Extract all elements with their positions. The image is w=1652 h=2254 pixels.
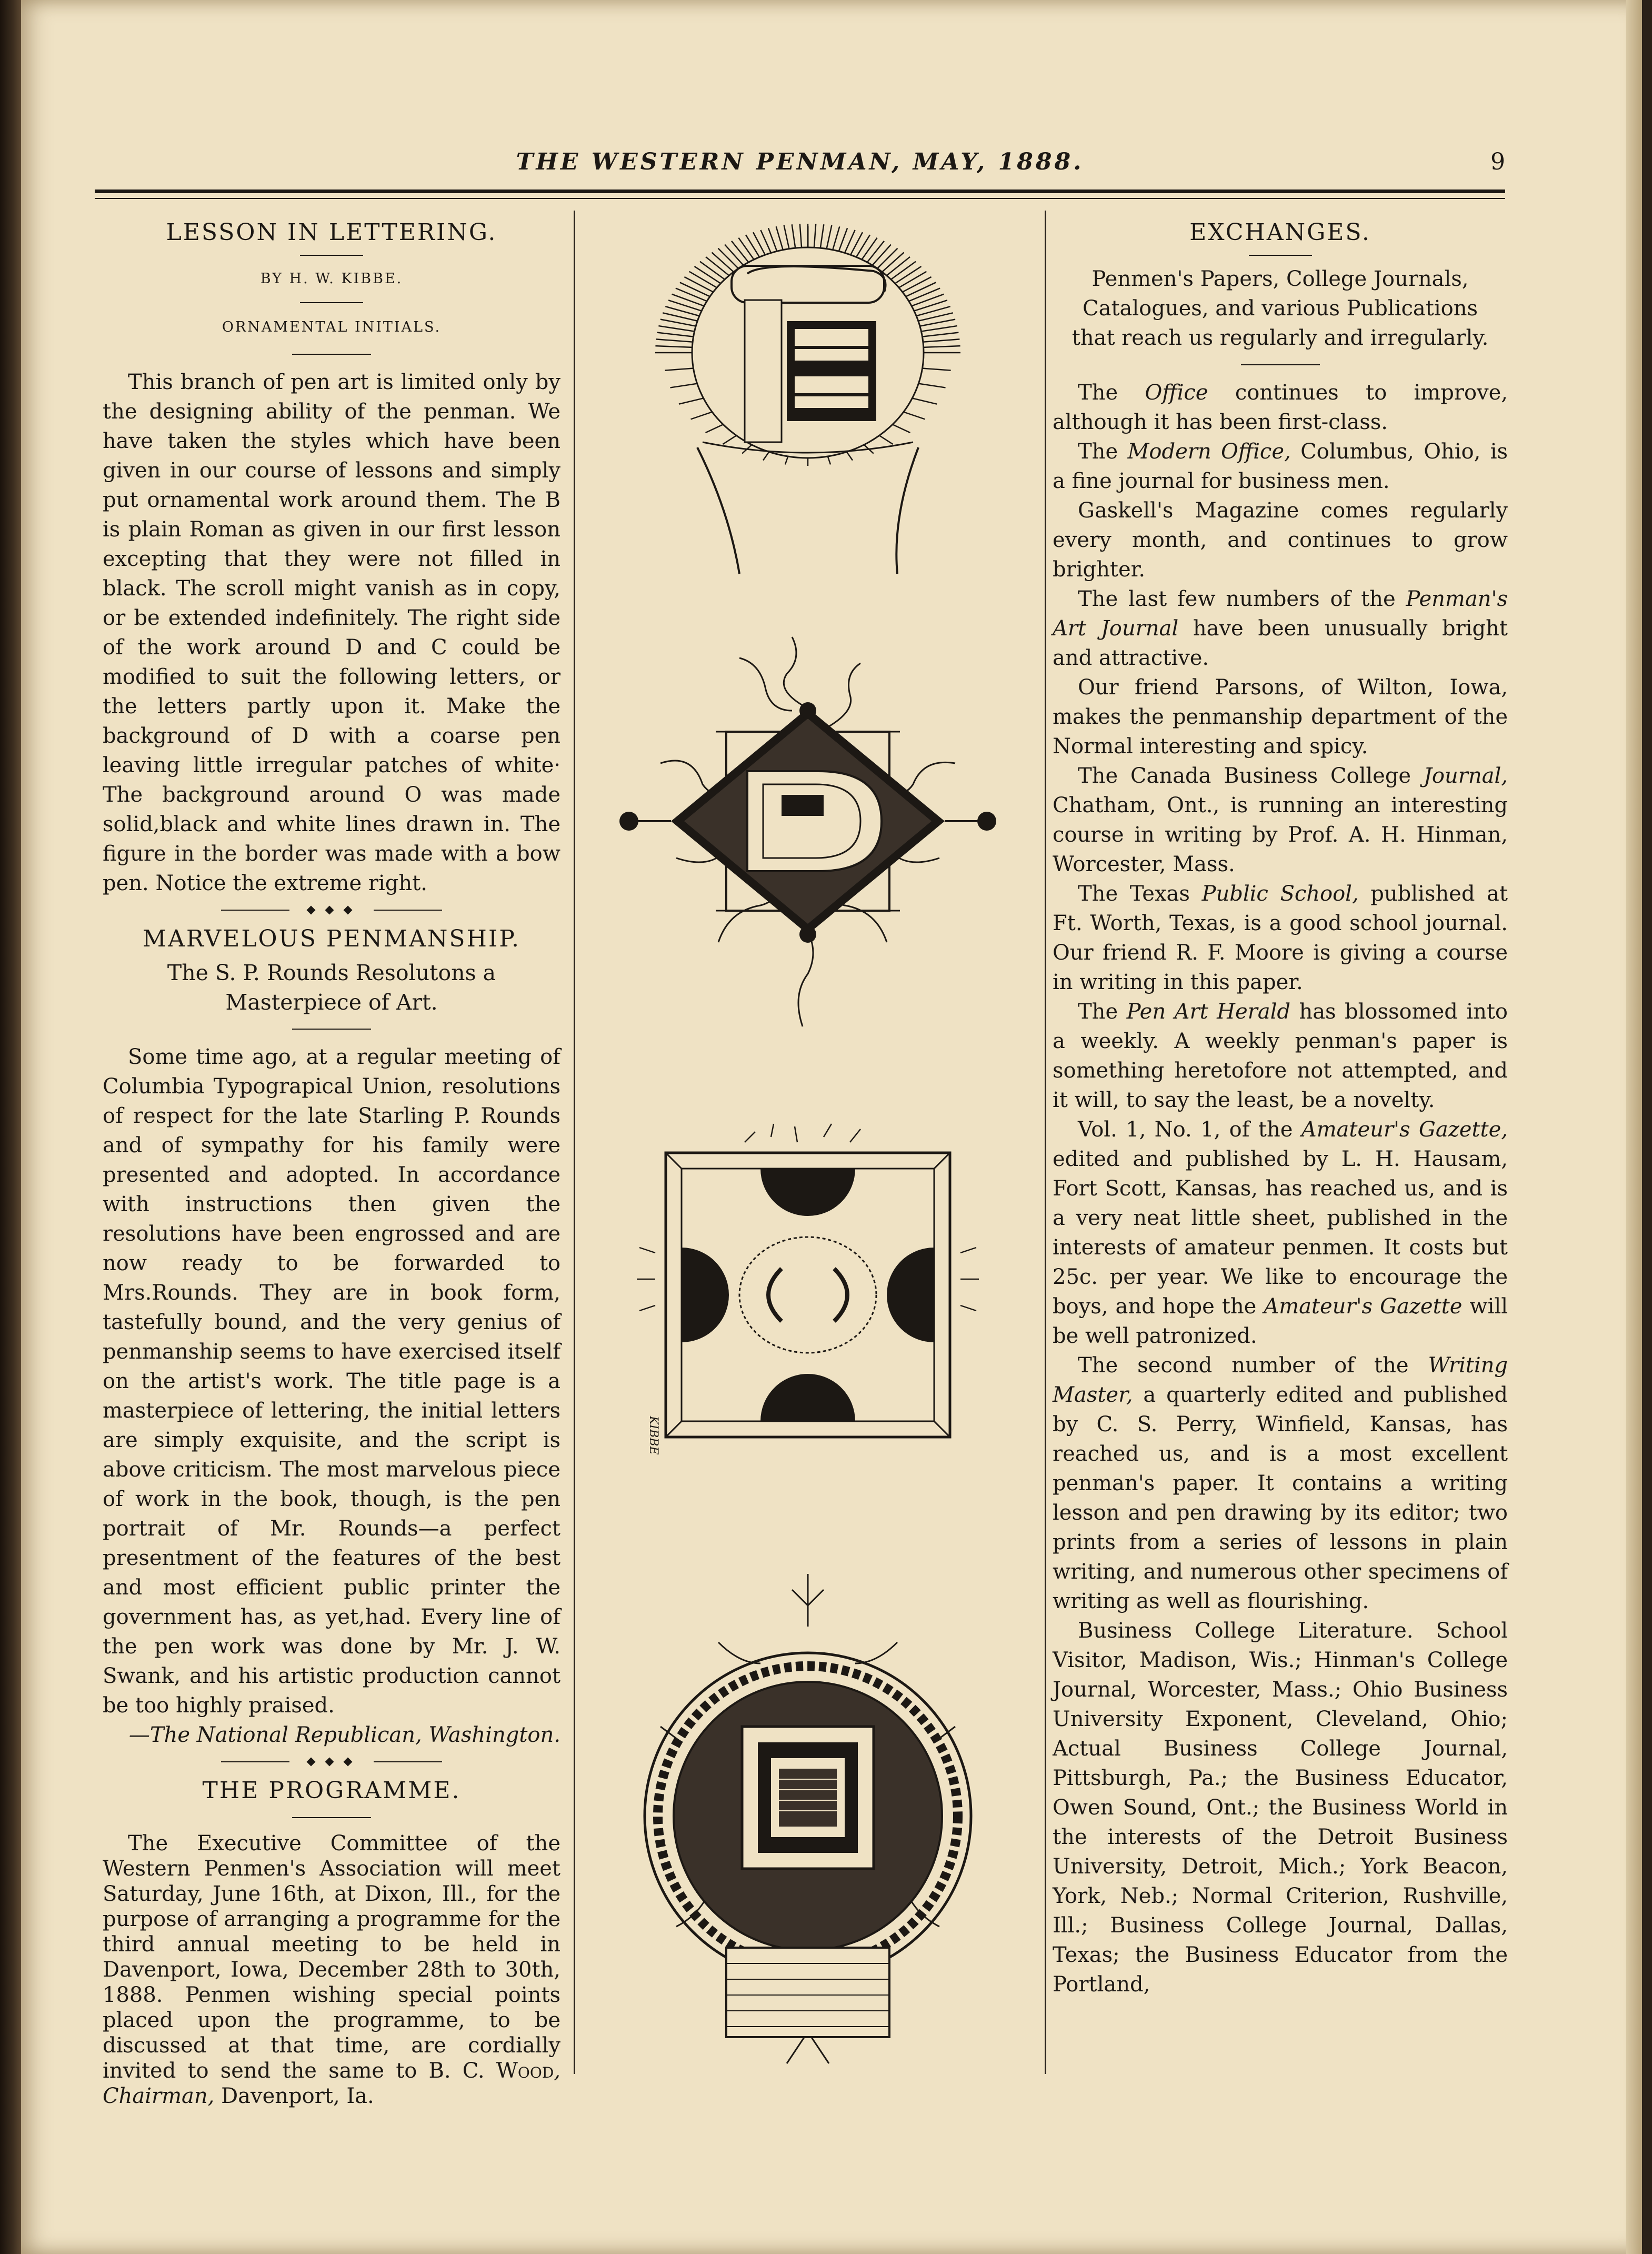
column-separator-right bbox=[1045, 211, 1046, 2074]
ornamental-initial-o bbox=[613, 1569, 1003, 2074]
exchange-modern-office: The Modern Office, Columbus, Ohio, is a fine journal for business men. bbox=[1053, 440, 1508, 493]
rule bbox=[300, 255, 363, 256]
right-column bbox=[1053, 211, 1508, 1999]
left-column bbox=[103, 211, 560, 2109]
page-number: 9 bbox=[1490, 148, 1505, 175]
header-rule-thick bbox=[95, 190, 1505, 193]
exchange-gaskell: Gaskell's Magazine comes regularly every month, and continues to grow brighter. bbox=[1053, 498, 1508, 582]
column-separator-left bbox=[574, 211, 575, 2074]
lesson-body: This branch of pen art is limited only by the designing ability of the penman. We have taken the styles which have been given in our course of lessons and simply put ornamental work around them. The B is plain Roman as given in our first lesson excepting that they were not filled in black. The scroll might vanish as in copy, or be extended indefinitely. The right side of the work around D and C could be modified to suit the following letters, or the letters partly upon it. Make the background of D with a coarse pen leaving little irregular patches of white· The background around O was made solid,black and white lines drawn in. The figure in the border was made with a bow pen. Notice the extreme right. bbox=[103, 370, 560, 895]
exchange-business-college-literature: Business College Literature. School Visitor, Madison, Wis.; Hinman's College Journal, Worcester, Mass.; Ohio Business University Exponent, Cleveland, Ohio; Actual Business College Journal, Pittsburgh, Pa.; the Business Educator, Owen Sound, Ont.; the Business World in the interests of the Detroit Business University, Detroit, Mich.; York Beacon, York, Neb.; Normal Criterion, Rushville, Ill.; Business College Journal, Dallas, Texas; the Business Educator from the Portland, bbox=[1053, 1619, 1508, 1997]
exchange-writing-master: The second number of the Writing Master, a quarterly edited and published by C. S. Perry, Winfield, Kansas, has reached us, and is a most excellent penman's paper. It contains a writing lesson and pen drawing by its editor; two prints from a series of lessons in plain writing, and numerous other specimens of writing as well as flourishing. bbox=[1053, 1353, 1508, 1613]
exchange-amateurs-gazette: Vol. 1, No. 1, of the Amateur's Gazette, edited and published by L. H. Hausam, Fort Scott, Kansas, has reached us, and is a very neat little sheet, published in the interests of amateur penmen. It costs but 25c. per year. We like to encourage the boys, and hope the Amateur's Gazette will be well patronized. bbox=[1053, 1118, 1508, 1348]
lesson-title: LESSON IN LETTERING. bbox=[166, 219, 497, 246]
book-spine bbox=[0, 0, 21, 2254]
marvelous-deck: The S. P. Rounds Resolutons a Masterpiece of Art. bbox=[167, 960, 496, 1015]
ornamental-initial-b bbox=[613, 221, 1003, 600]
exchange-office: The Office continues to improve, although it has been first-class. bbox=[1053, 381, 1508, 434]
marvelous-title: MARVELOUS PENMANSHIP. bbox=[143, 925, 520, 952]
exchange-parsons: Our friend Parsons, of Wilton, Iowa, makes the penmanship department of the Normal interesting and spicy. bbox=[1053, 675, 1508, 759]
ornamental-rule bbox=[221, 1755, 442, 1769]
rule bbox=[292, 354, 371, 355]
exchanges-deck: Penmen's Papers, College Journals, Catalogues, and various Publications that reach us regularly and irregularly. bbox=[1072, 267, 1489, 350]
exchange-penmans-art-journal: The last few numbers of the Penman's Art Journal have been unusually bright and attractive. bbox=[1053, 587, 1508, 670]
marvelous-body: Some time ago, at a regular meeting of Columbia Typograpical Union, resolutions of respect for the late Starling P. Rounds and of sympathy for his family were presented and adopted. In accordance with instructions then given the resolutions have been engrossed and are now ready to be forwarded to Mrs.Rounds. They are in book form, tastefully bound, and the very genius of penmanship seems to have exercised itself on the artist's work. The title page is a masterpiece of lettering, the initial letters are simply exquisite, and the script is above criticism. The most marvelous piece of work in the book, though, is the pen portrait of Mr. Rounds—a perfect presentment of the features of the best and most efficient public printer the government has, as yet,had. Every line of the pen work was done by Mr. J. W. Swank, and his artistic production cannot be too highly praised. bbox=[103, 1045, 560, 1718]
exchange-pen-art-herald: The Pen Art Herald has blossomed into a weekly. A weekly penman's paper is something heretofore not attempted, and it will, to say the least, be a novelty. bbox=[1053, 1000, 1508, 1112]
running-title: THE WESTERN PENMAN, MAY, 1888. bbox=[516, 148, 1084, 175]
rule bbox=[292, 1817, 371, 1818]
programme-body: The Executive Committee of the Western Penmen's Association will meet Saturday, June 16th, at Dixon, Ill., for the purpose of arranging a programme for the third annual meeting to be held in Davenport, Iowa, December 28th to 30th, 1888. Penmen wishing special points placed upon the programme, to be discussed at that time, are cordially invited to send the same to B. C. Wood, Chairman, Davenport, Ia. bbox=[103, 1831, 560, 2108]
ornamental-initial-c bbox=[613, 1121, 1003, 1500]
programme-title: THE PROGRAMME. bbox=[202, 1777, 461, 1804]
exchanges-title: EXCHANGES. bbox=[1189, 219, 1371, 246]
header-rule-thin bbox=[95, 198, 1505, 199]
lesson-subtitle: ORNAMENTAL INITIALS. bbox=[222, 319, 442, 335]
lesson-byline: BY H. W. KIBBE. bbox=[260, 271, 403, 287]
page-edge bbox=[1626, 0, 1642, 2254]
artist-signature: KIBBE bbox=[647, 1416, 660, 1455]
rule bbox=[1249, 255, 1312, 256]
marvelous-attribution: —The National Republican, Washington. bbox=[128, 1723, 560, 1747]
ornamental-rule bbox=[221, 903, 442, 917]
rule bbox=[1241, 364, 1320, 365]
exchange-texas: The Texas Public School, published at Ft. Worth, Texas, is a good school journal. Our friend R. F. Moore is giving a course in writing in this paper. bbox=[1053, 882, 1508, 994]
rule bbox=[292, 1029, 371, 1030]
ornamental-initial-d bbox=[613, 626, 1003, 1048]
rule bbox=[300, 302, 363, 303]
running-header bbox=[95, 148, 1505, 185]
exchange-canada: The Canada Business College Journal, Chatham, Ont., is running an interesting course in writing by Prof. A. H. Hinman, Worcester, Mass. bbox=[1053, 764, 1508, 876]
